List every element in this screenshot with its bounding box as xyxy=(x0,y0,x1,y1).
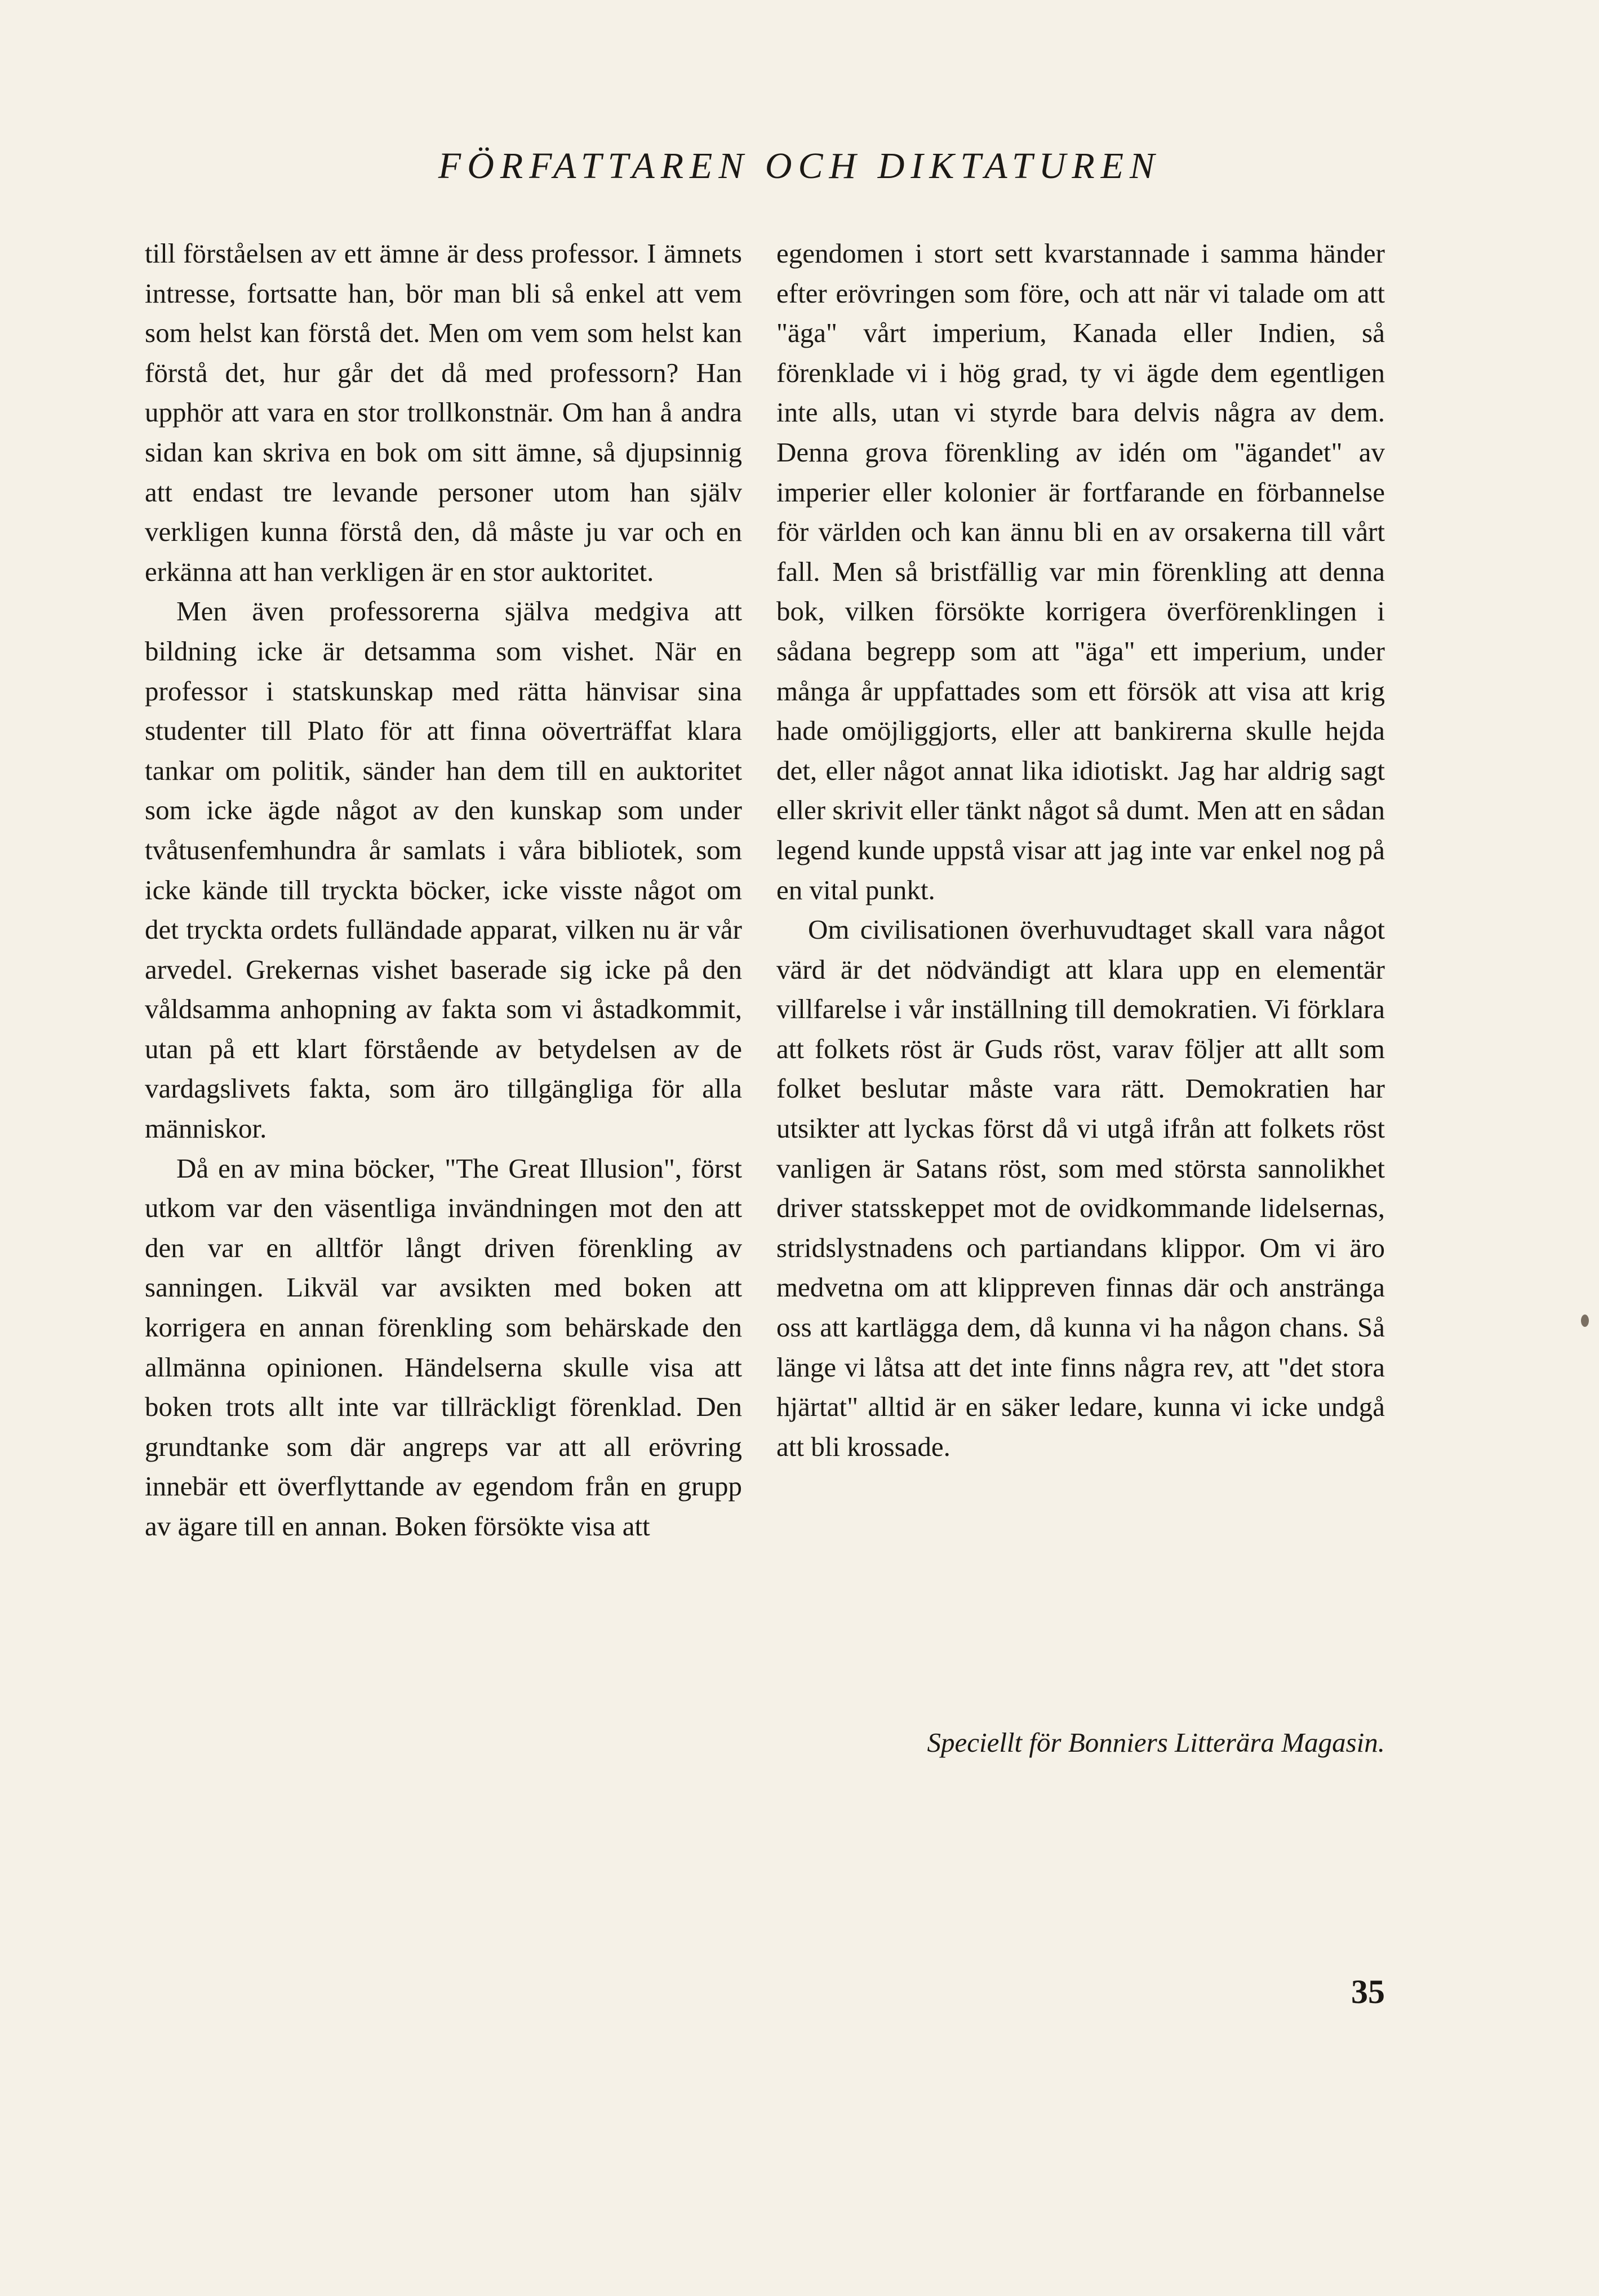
paragraph: till förståelsen av ett ämne är dess professor. I ämnets intresse, fortsatte han, bör man bli så enkel att vem som helst kan förstå det. Men om vem som helst kan förstå det, hur går det då med professorn? Han upphör att vara en stor trollkonstnär. Om han å andra sidan kan skriva en bok om sitt ämne, så djupsinnig att endast tre levande personer utom han själv verkligen kunna förstå den, då måste ju var och en erkänna att han verkligen är en stor auktoritet. xyxy=(145,238,742,587)
page-number: 35 xyxy=(1351,1973,1385,2010)
paragraph: egendomen i stort sett kvarstannade i samma händer efter erövringen som före, och att när vi talade om att "äga" vårt imperium, Kanada eller Indien, så förenklade vi i hög grad, ty vi ägde dem egentligen inte alls, utan vi styrde bara delvis några av dem. Denna grova förenkling av idén om "ägandet" av imperier eller kolonier är fortfarande en förbannelse för världen och kan ännu bli en av orsakerna till vårt fall. Men så bristfällig var min förenkling att denna bok, vilken försökte korrigera överförenklingen i sådana begrepp som att "äga" ett imperium, under många år uppfattades som ett försök att visa att krig hade omöjliggjorts, eller att bankirerna skulle hejda det, eller något annat lika idiotiskt. Jag har aldrig sagt eller skrivit eller tänkt något så dumt. Men att en sådan legend kunde uppstå visar att jag inte var enkel nog på en vital punkt. xyxy=(776,238,1385,905)
paragraph: Om civilisationen överhuvudtaget skall vara något värd är det nödvändigt att klara upp en elementär villfarelse i vår inställning till demokratien. Vi förklara att folkets röst är Guds röst, varav följer att allt som folket beslutar måste vara rätt. Demokratien har utsikter att lyckas först då vi utgå ifrån att folkets röst vanligen är Satans röst, som med största sannolikhet driver statsskeppet mot de ovidkommande lidelsernas, stridslystnadens och partiandans klippor. Om vi äro medvetna om att klippreven finnas där och anstränga oss att kartlägga dem, då kunna vi ha någon chans. Så länge vi låtsa att det inte finns några rev, att "det stora hjärtat" alltid är en säker ledare, kunna vi icke undgå att bli krossade. xyxy=(776,914,1385,1462)
paragraph: Men även professorerna själva medgiva att bildning icke är detsamma som vishet. När en professor i statskunskap med rätta hänvisar sina studenter till Plato för att finna oöverträffat klara tankar om politik, sänder han dem till en auktoritet som icke ägde något av den kunskap som under tvåtusenfemhundra år samlats i våra bibliotek, som icke kände till tryckta böcker, icke visste något om det tryckta ordets fulländade apparat, vilken nu är vår arvedel. Grekernas vishet baserade sig icke på den våldsamma anhopning av fakta som vi åstadkommit, utan på ett klart förstående av betydelsen av de vardagslivets fakta, som äro tillgängliga för alla människor. xyxy=(145,596,742,1144)
attribution: Speciellt för Bonniers Litterära Magasin. xyxy=(927,1727,1385,1758)
right-column xyxy=(776,234,1385,1467)
ink-spot xyxy=(1581,1314,1589,1327)
paragraph: Då en av mina böcker, "The Great Illusion", först utkom var den väsentliga invändningen mot den att den var en alltför långt driven förenkling av sanningen. Likväl var avsikten med boken att korrigera en annan förenkling som behärskade den allmänna opinionen. Händelserna skulle visa att boken trots allt inte var tillräckligt förenklad. Den grundtanke som där angreps var att all erövring innebär ett överflyttande av egendom från en grupp av ägare till en annan. Boken försökte visa att xyxy=(145,1152,742,1542)
running-head: FÖRFATTAREN OCH DIKTATUREN xyxy=(438,145,1161,186)
left-column xyxy=(145,234,742,1547)
